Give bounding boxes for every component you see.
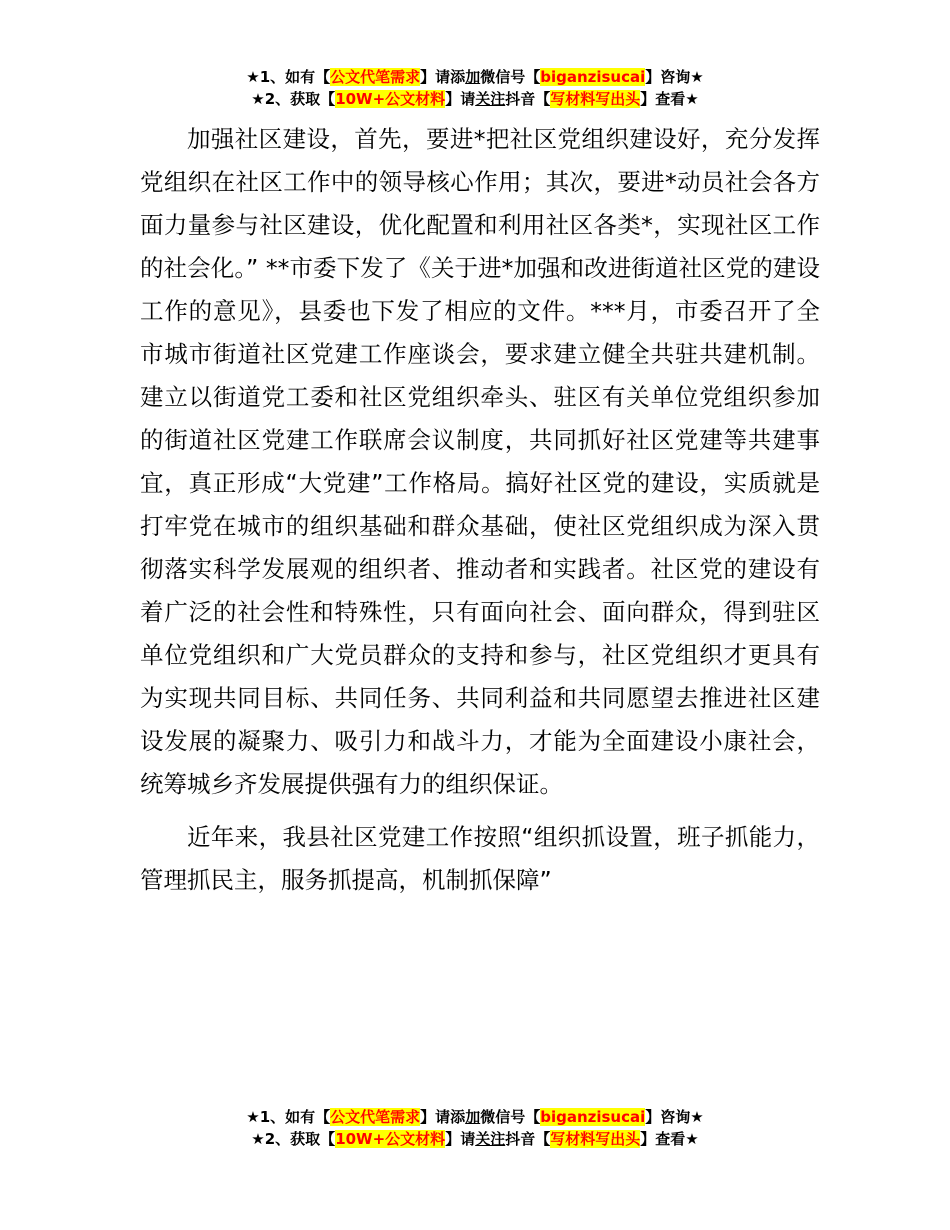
banner-text: ★1、如有【 xyxy=(246,1108,331,1126)
banner-text: 】查看★ xyxy=(640,1130,699,1148)
header-banner xyxy=(0,66,950,110)
highlight-service: 公文代笔需求 xyxy=(330,1108,421,1126)
banner-line-2 xyxy=(0,1128,950,1150)
highlight-douyin-account: 写材料写出头 xyxy=(550,1130,641,1148)
banner-underlined-text: 关注 xyxy=(475,90,506,108)
banner-underlined-text: 加 xyxy=(465,68,481,86)
highlight-wechat-id: biganzisucai xyxy=(540,1108,646,1126)
banner-text: 】请添 xyxy=(420,1108,466,1126)
banner-line-1 xyxy=(0,66,950,88)
highlight-douyin-account: 写材料写出头 xyxy=(550,90,641,108)
banner-underlined-text: 关注 xyxy=(475,1130,506,1148)
paragraph: 加强社区建设，首先，要进*把社区党组织建设好，充分发挥党组织在社区工作中的领导核心作用；其次，要进*动员社会各方面力量参与社区建设，优化配置和利用社区各类*，实现社区工作的社会化。” **市委下发了《关于进*加强和改进街道社区党的建设工作的意见》，县委也下发了相应的文件。***月，市委召开了全市城市街道社区党建工作座谈会，要求建立健全共驻共建机制。建立以街道党工委和社区党组织牵头、驻区有关单位党组织参加的街道社区党建工作联席会议制度，共同抓好社区党建等共建事宜，真正形成“大党建”工作格局。搞好社区党的建设，实质就是打牢党在城市的组织基础和群众基础，使社区党组织成为深入贯彻落实科学发展观的组织者、推动者和实践者。社区党的建设有着广泛的社会性和特殊性，只有面向社会、面向群众，得到驻区单位党组织和广大党员群众的支持和参与，社区党组织才更具有为实现共同目标、共同任务、共同利益和共同愿望去推进社区建设发展的凝聚力、吸引力和战斗力，才能为全面建设小康社会，统筹城乡齐发展提供强有力的组织保证。 xyxy=(140,125,820,798)
banner-line-1 xyxy=(0,1106,950,1128)
document-body xyxy=(140,118,820,902)
banner-underlined-text: 加 xyxy=(465,1108,481,1126)
highlight-wechat-id: biganzisucai xyxy=(540,68,646,86)
paragraph: 近年来，我县社区党建工作按照“组织抓设置，班子抓能力，管理抓民主，服务抓提高，机制抓保障” xyxy=(140,823,820,894)
banner-line-2 xyxy=(0,88,950,110)
banner-text: 】咨询★ xyxy=(645,1108,704,1126)
highlight-materials: 10W+公文材料 xyxy=(335,90,446,108)
banner-text: 微信号【 xyxy=(480,1108,541,1126)
banner-text: 】请 xyxy=(445,1130,476,1148)
banner-text: 】查看★ xyxy=(640,90,699,108)
banner-text: 抖音【 xyxy=(505,1130,551,1148)
highlight-service: 公文代笔需求 xyxy=(330,68,421,86)
banner-text: 抖音【 xyxy=(505,90,551,108)
banner-text: ★2、获取【 xyxy=(251,90,336,108)
highlight-materials: 10W+公文材料 xyxy=(335,1130,446,1148)
banner-text: ★1、如有【 xyxy=(246,68,331,86)
banner-text: 】请添 xyxy=(420,68,466,86)
banner-text: ★2、获取【 xyxy=(251,1130,336,1148)
banner-text: 微信号【 xyxy=(480,68,541,86)
footer-banner xyxy=(0,1106,950,1150)
banner-text: 】请 xyxy=(445,90,476,108)
banner-text: 】咨询★ xyxy=(645,68,704,86)
